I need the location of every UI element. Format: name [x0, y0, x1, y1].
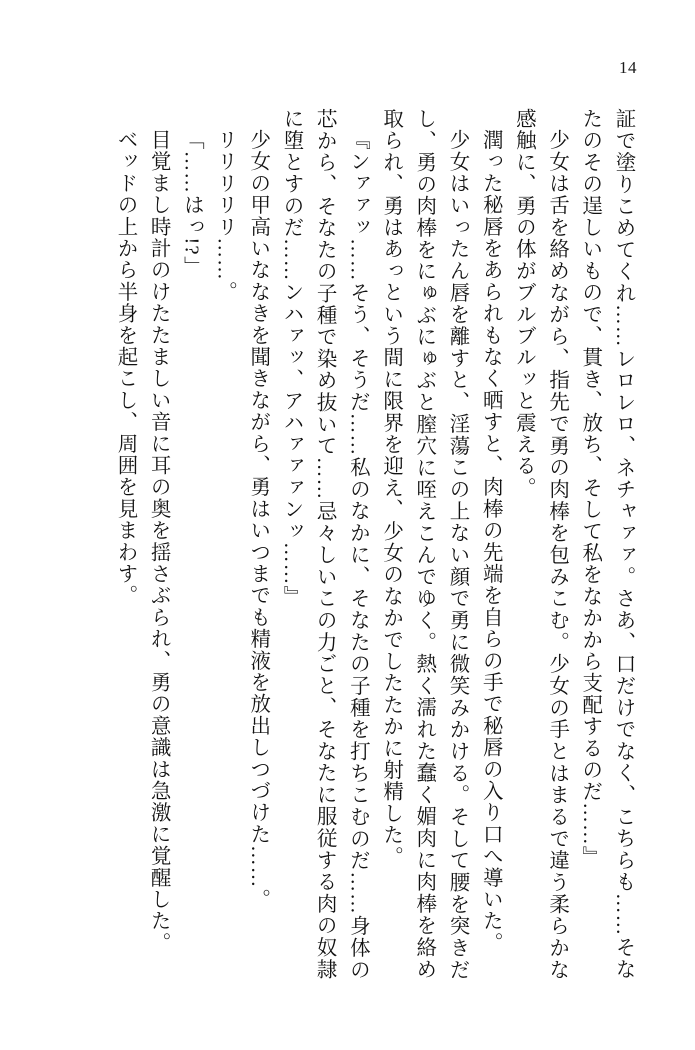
paragraph: 少女は舌を絡めながら、指先で勇の肉棒を包みこむ。少女の手とはまるで違う柔らかな感触に、勇の体がブルブルッと震える。 [512, 108, 568, 980]
paragraph: ベッドの上から半身を起こし、周囲を見まわす。 [113, 128, 136, 606]
paragraph: 少女の甲高いななきを聞きながら、勇はいつまでも精液を放出しつづけた……。 [246, 128, 269, 910]
paragraph: 目覚まし時計のけたたましい音に耳の奥を揺さぶられ、勇の意識は急激に覚醒した。 [147, 128, 170, 954]
paragraph: 潤った秘唇をあられもなく晒すと、肉棒の先端を自らの手で秘唇の入り口へ導いた。 [479, 128, 502, 954]
page-number: 14 [619, 58, 637, 77]
paragraph: リリリリリ……。 [213, 128, 236, 303]
paragraph: 「……はっ!?」 [180, 128, 203, 278]
paragraph: 『ンァァッ……そう、そうだ……私のなかに、そなたの子種を打ちこむのだ……身体の芯から、そなたの子種で染め抜いて……忌々しいこの力ごと、そなたに服従する肉の奴隷に堕とすのだ……ンハァッ、アハァァァンッ……』 [279, 108, 369, 980]
page-body-text [56, 108, 639, 980]
paragraph: 証で塗りこめてくれ……レロレロ、ネチャァァ。さあ、口だけでなく、こちらも……そなたのその逞しいもので、貫き、放ち、そして私をなかから支配するのだ……』 [578, 108, 634, 980]
paragraph: 少女はいったん唇を離すと、淫蕩この上ない顔で勇に微笑みかける。そして腰を突きだし、勇の肉棒をにゅぶにゅぶと膣穴に咥えこんでゆく。熱く濡れた蠢く媚肉に肉棒を絡め取られ、勇はあっという間に限界を迎え、少女のなかでしたたかに射精した。 [379, 108, 468, 980]
